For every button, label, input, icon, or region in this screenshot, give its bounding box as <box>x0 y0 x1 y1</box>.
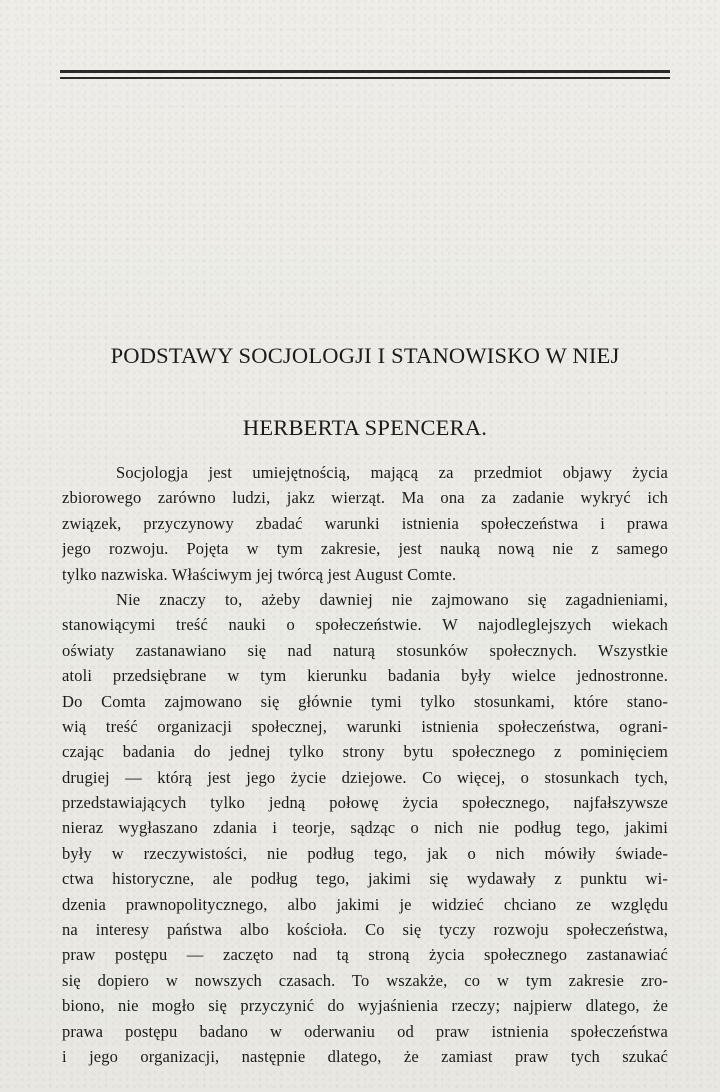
text-line: Nie znaczy to, ażeby dawniej nie zajmowano się zagadnieniami, <box>116 589 668 609</box>
text-line: biono, nie mogło się przyczynić do wyjaśnienia rzeczy; najpierw dlatego, że <box>62 996 668 1016</box>
header-rule-thin <box>60 77 670 79</box>
text-line: czając badania do jednej tylko strony bytu społecznego z pominięciem <box>62 742 668 762</box>
text-line: dzenia prawnopolitycznego, albo jakimi je widzieć chciano ze względu <box>62 894 668 914</box>
text-line: drugiej — którą jest jego życie dziejowe. Co więcej, o stosunkach tych, <box>62 767 668 787</box>
text-line: na interesy państwa albo kościoła. Co się tyczy rozwoju społeczeństwa, <box>62 920 668 940</box>
header-rule-thick <box>60 70 670 73</box>
text-line: tylko nazwiska. Właściwym jej twórcą jest August Comte. <box>62 564 457 584</box>
text-line: Do Comta zajmowano się głównie tymi tylko stosunkami, które stano- <box>62 691 668 711</box>
text-line: oświaty zastanawiano się nad naturą stosunków społecznych. Wszystkie <box>62 640 668 660</box>
text-line: nieraz wygłaszano zdania i teorje, sądząc o nich nie podług tego, jakimi <box>62 818 668 838</box>
text-line: prawa postępu badano w oderwaniu od praw istnienia społeczeństwa <box>62 1021 668 1041</box>
text-line: jego rozwoju. Pojęta w tym zakresie, jest nauką nową nie z samego <box>62 539 668 559</box>
text-line: się dopiero w nowszych czasach. To wszakże, co w tym zakresie zro- <box>62 970 668 990</box>
chapter-title-line-2: HERBERTA SPENCERA. <box>242 415 488 440</box>
chapter-title-line-1: PODSTAWY SOCJOLOGJI I STANOWISKO W NIEJ <box>110 343 620 368</box>
text-line: praw postępu — zaczęto nad tą stroną życia społecznego zastanawiać <box>62 945 668 965</box>
text-line: przedstawiających tylko jedną połowę życia społecznego, najfałszywsze <box>62 793 668 813</box>
text-line: były w rzeczywistości, nie podług tego, jak o nich mówiły świade- <box>62 843 668 863</box>
text-line: ctwa historyczne, ale podług tego, jakimi się wydawały z punktu wi- <box>62 869 668 889</box>
text-line: stanowiącymi treść nauki o społeczeństwie. W najodleglejszych wiekach <box>62 615 668 635</box>
text-line: wią treść organizacji społecznej, warunki istnienia społeczeństwa, ograni- <box>62 716 668 736</box>
body-text <box>62 460 668 1069</box>
text-line: związek, przyczynowy zbadać warunki istnienia społeczeństwa i prawa <box>62 513 668 533</box>
text-line: atoli przedsiębrane w tym kierunku badania były wielce jednostronne. <box>62 666 668 686</box>
text-line: zbiorowego zarówno ludzi, jakz wierząt. Ma ona za zadanie wykryć ich <box>62 488 668 508</box>
text-line: Socjologja jest umiejętnością, mającą za przedmiot objawy życia <box>116 463 668 482</box>
text-line: i jego organizacji, następnie dlatego, że zamiast praw tych szukać <box>62 1046 668 1066</box>
